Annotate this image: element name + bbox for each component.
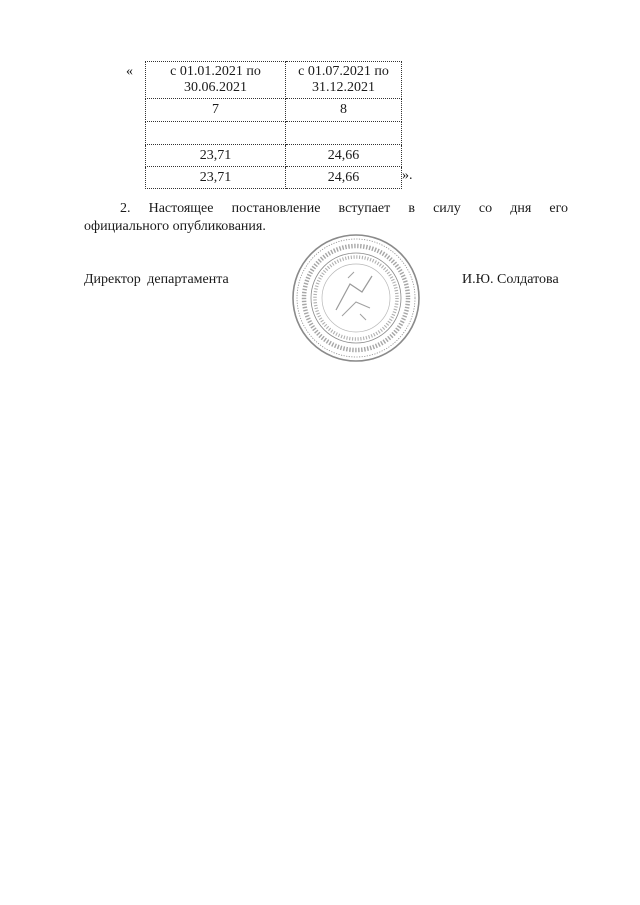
table-cell — [286, 122, 402, 145]
signatory-name: И.Ю. Солдатова — [462, 272, 559, 287]
clause-line: официального опубликования. — [84, 219, 266, 234]
table-row — [146, 167, 402, 189]
tariff-table — [145, 61, 402, 189]
table-header-cell: с 01.07.2021 по 31.12.2021 — [286, 62, 402, 99]
table-column-number: 8 — [286, 99, 402, 122]
table-row — [146, 122, 402, 145]
table-header-cell: с 01.01.2021 по 30.06.2021 — [146, 62, 286, 99]
table-close-quote: ». — [402, 168, 413, 183]
table-cell: 23,71 — [146, 145, 286, 167]
table-column-number: 7 — [146, 99, 286, 122]
table-cell: 24,66 — [286, 167, 402, 189]
clause-paragraph — [84, 200, 568, 236]
table-cell: 23,71 — [146, 167, 286, 189]
table-column-number-row — [146, 99, 402, 122]
table-row — [146, 145, 402, 167]
table-cell — [146, 122, 286, 145]
table-header-row — [146, 62, 402, 99]
official-seal-icon — [290, 232, 422, 364]
clause-line: 2. Настоящее постановление вступает в силу со дня его — [120, 201, 568, 216]
table-open-quote: « — [126, 64, 133, 79]
signatory-title: Директор департамента — [84, 272, 229, 287]
table-cell: 24,66 — [286, 145, 402, 167]
